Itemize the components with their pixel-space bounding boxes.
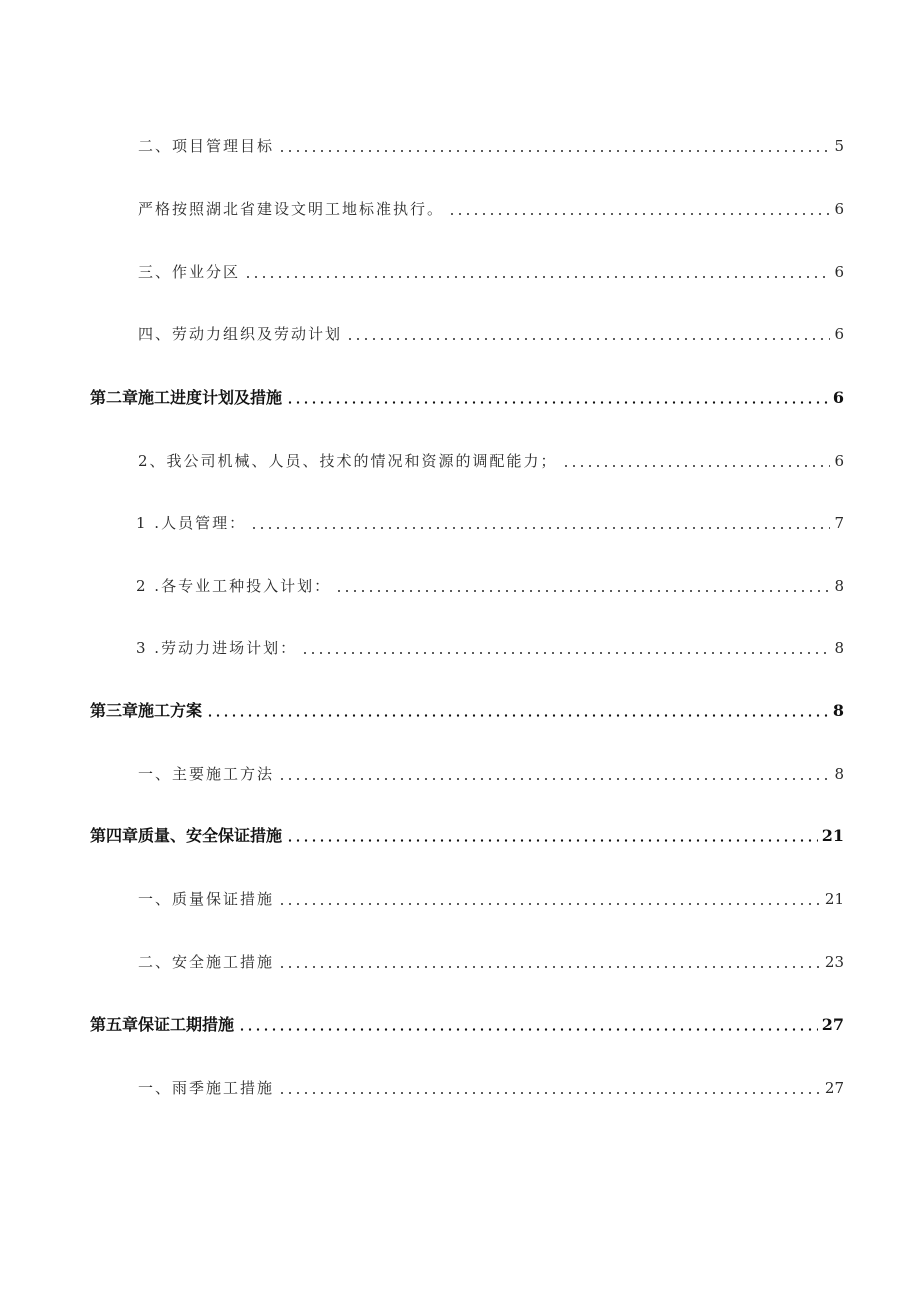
toc-leader xyxy=(562,465,831,467)
toc-entry[interactable] xyxy=(138,260,844,284)
toc-entry-page: 21 xyxy=(821,826,844,845)
toc-entry-title: 二、安全施工措施 xyxy=(138,953,275,971)
toc-chapter-entry[interactable] xyxy=(90,1013,844,1037)
toc-entry-page: 5 xyxy=(834,137,844,155)
toc-leader xyxy=(206,714,829,717)
toc-entry-title: 3 .劳动力进场计划： xyxy=(136,639,298,657)
toc-leader xyxy=(238,1028,818,1031)
toc-entry-page: 6 xyxy=(834,200,844,218)
toc-entry-page: 6 xyxy=(832,388,844,407)
toc-entry-page: 21 xyxy=(824,890,844,908)
toc-leader xyxy=(346,338,830,340)
toc-entry-page: 27 xyxy=(821,1015,844,1034)
toc-entry-title: 一、主要施工方法 xyxy=(138,765,275,783)
toc-leader xyxy=(286,839,818,842)
toc-entry-title: 四、劳动力组织及劳动计划 xyxy=(138,325,343,343)
toc-entry-title: 第四章质量、安全保证措施 xyxy=(90,826,283,845)
toc-leader xyxy=(278,966,821,968)
toc-leader xyxy=(286,401,829,404)
toc-entry[interactable] xyxy=(138,197,844,221)
toc-entry[interactable] xyxy=(138,887,844,911)
toc-entry[interactable] xyxy=(138,134,844,158)
toc-entry[interactable] xyxy=(138,950,844,974)
toc-entry-title: 2 .各专业工种投入计划： xyxy=(136,577,332,595)
toc-chapter-entry[interactable] xyxy=(90,386,844,410)
toc-entry-title: 2、我公司机械、人员、技术的情况和资源的调配能力； xyxy=(138,452,558,470)
toc-entry[interactable] xyxy=(138,762,844,786)
toc-entry-page: 8 xyxy=(832,701,844,720)
toc-entry-title: 1 .人员管理： xyxy=(136,514,247,532)
toc-entry[interactable] xyxy=(136,574,844,598)
toc-leader xyxy=(278,778,830,780)
toc-entry-page: 7 xyxy=(834,514,844,532)
toc-entry[interactable] xyxy=(136,636,844,660)
toc-entry-page: 6 xyxy=(834,325,844,343)
toc-chapter-entry[interactable] xyxy=(90,699,844,723)
toc-chapter-entry[interactable] xyxy=(90,824,844,848)
toc-entry[interactable] xyxy=(138,322,844,346)
toc-leader xyxy=(448,213,830,215)
toc-entry-title: 一、雨季施工措施 xyxy=(138,1079,275,1097)
toc-leader xyxy=(278,1092,821,1094)
toc-entry-page: 27 xyxy=(824,1079,844,1097)
toc-entry[interactable] xyxy=(136,511,844,535)
toc-entry-title: 第三章施工方案 xyxy=(90,701,203,720)
toc-entry-title: 第五章保证工期措施 xyxy=(90,1015,235,1034)
toc-entry-page: 8 xyxy=(834,639,844,657)
toc-entry-page: 8 xyxy=(834,765,844,783)
toc-entry[interactable] xyxy=(138,1076,844,1100)
toc-entry-page: 8 xyxy=(834,577,844,595)
toc-leader xyxy=(301,652,830,654)
toc-leader xyxy=(335,590,830,592)
toc-leader xyxy=(244,276,830,278)
toc-entry[interactable] xyxy=(138,449,844,473)
toc-entry-page: 23 xyxy=(824,953,844,971)
toc-entry-title: 三、作业分区 xyxy=(138,263,241,281)
toc-entry-title: 第二章施工进度计划及措施 xyxy=(90,388,283,407)
toc-entry-page: 6 xyxy=(834,452,844,470)
toc-entry-title: 严格按照湖北省建设文明工地标准执行。 xyxy=(138,200,445,218)
toc-leader xyxy=(278,903,821,905)
toc-entry-page: 6 xyxy=(834,263,844,281)
toc-leader xyxy=(250,527,830,529)
toc-entry-title: 二、项目管理目标 xyxy=(138,137,275,155)
toc-leader xyxy=(278,150,830,152)
toc-entry-title: 一、质量保证措施 xyxy=(138,890,275,908)
